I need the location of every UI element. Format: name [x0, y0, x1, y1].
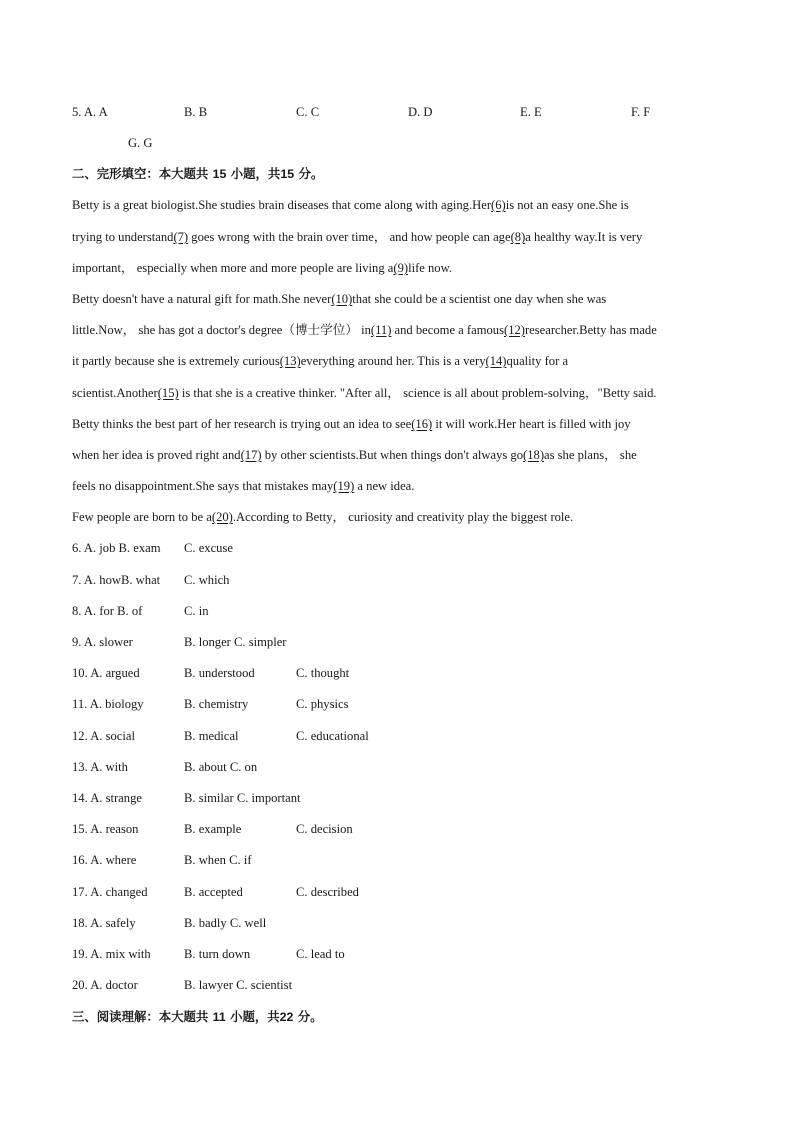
blank-13: (13)	[279, 354, 301, 368]
question-option-b: B. about C. on	[184, 760, 258, 774]
question-option-a: 20. A. doctor	[72, 978, 138, 992]
q5-option-b: B. B	[184, 105, 208, 119]
question-option-a: 16. A. where	[72, 853, 137, 867]
passage-text: life now.	[408, 261, 453, 275]
q5-option-c: C. C	[296, 105, 320, 119]
passage-line	[72, 197, 629, 213]
heading-text-end: 分。	[297, 1009, 323, 1024]
passage-line	[72, 260, 452, 276]
passage-text: everything around her. This is a very	[300, 354, 486, 368]
question-option-a: 11. A. biology	[72, 697, 144, 711]
passage-line	[72, 353, 568, 369]
question-option-a: 8. A. for B. of	[72, 604, 143, 618]
passage-text: Few people are born to be a	[72, 510, 212, 524]
question-option-c: C. described	[296, 885, 359, 899]
heading-text: 二、完形填空：本大题共	[72, 166, 209, 181]
heading-text: 三、阅读理解：本大题共	[72, 1009, 209, 1024]
question-option-a: 15. A. reason	[72, 822, 139, 836]
blank-20: (20)	[211, 510, 233, 524]
blank-11: (11)	[370, 323, 392, 337]
q5-option-f: F. F	[631, 105, 651, 119]
question-option-a: 10. A. argued	[72, 666, 140, 680]
heading-count: 11	[212, 1010, 226, 1024]
q5-option-g: G. G	[128, 136, 153, 150]
heading-text-end: 分。	[298, 166, 324, 181]
question-option-c: C. which	[184, 573, 230, 587]
passage-text: is that she is a creative thinker. "After all， science is all about problem-solving，"Betty said.	[178, 386, 657, 400]
blank-8: (8)	[510, 230, 526, 244]
heading-text-mid: 小题，共	[230, 166, 281, 181]
question-option-a: 6. A. job B. exam	[72, 541, 161, 555]
passage-line	[72, 447, 637, 463]
passage-text: little.Now， she has got a doctor's degree（博士学位） in	[72, 323, 371, 337]
passage-text: it partly because she is extremely curious	[72, 354, 280, 368]
blank-14: (14)	[485, 354, 507, 368]
blank-9: (9)	[393, 261, 409, 275]
question-option-b: B. medical	[184, 729, 239, 743]
passage-text: goes wrong with the brain over time， and how people can age	[188, 230, 511, 244]
q5-option-e: E. E	[520, 105, 542, 119]
passage-text: and become a famous	[391, 323, 504, 337]
question-option-b: B. turn down	[184, 947, 251, 961]
q5-option-d: D. D	[408, 105, 433, 119]
q5-option-a: 5. A. A	[72, 105, 108, 119]
question-option-c: C. physics	[296, 697, 349, 711]
question-option-c: C. in	[184, 604, 209, 618]
question-option-a: 14. A. strange	[72, 791, 142, 805]
passage-line	[72, 291, 606, 307]
passage-text: when her idea is proved right and	[72, 448, 241, 462]
passage-line	[72, 509, 573, 525]
blank-10: (10)	[331, 292, 353, 306]
question-option-b: B. example	[184, 822, 242, 836]
passage-text: as she plans， she	[544, 448, 637, 462]
blank-18: (18)	[523, 448, 545, 462]
heading-count: 15	[212, 167, 227, 181]
question-option-a: 12. A. social	[72, 729, 135, 743]
question-option-c: C. thought	[296, 666, 350, 680]
blank-7: (7)	[173, 230, 189, 244]
heading-text-mid: 小题，共	[230, 1009, 280, 1024]
blank-19: (19)	[333, 479, 355, 493]
passage-text: trying to understand	[72, 230, 174, 244]
passage-text: a new idea.	[354, 479, 415, 493]
passage-text: is not an easy one.She is	[505, 198, 629, 212]
question-option-b: B. longer C. simpler	[184, 635, 287, 649]
blank-17: (17)	[240, 448, 262, 462]
question-option-b: B. lawyer C. scientist	[184, 978, 293, 992]
passage-line	[72, 385, 657, 401]
passage-line	[72, 478, 414, 494]
question-option-b: B. when C. if	[184, 853, 252, 867]
question-option-b: B. understood	[184, 666, 255, 680]
blank-15: (15)	[157, 386, 179, 400]
passage-text: feels no disappointment.She says that mistakes may	[72, 479, 334, 493]
question-option-c: C. decision	[296, 822, 353, 836]
question-option-b: B. similar C. important	[184, 791, 301, 805]
question-option-c: C. educational	[296, 729, 369, 743]
section-heading-cloze	[72, 166, 323, 182]
passage-text: that she could be a scientist one day when she was	[352, 292, 607, 306]
passage-text: a healthy way.It is very	[525, 230, 643, 244]
question-option-b: B. badly C. well	[184, 916, 267, 930]
passage-text: important， especially when more and more people are living a	[72, 261, 394, 275]
passage-text: it will work.Her heart is filled with joy	[432, 417, 631, 431]
question-option-c: C. lead to	[296, 947, 345, 961]
heading-score: 15	[280, 167, 295, 181]
passage-line	[72, 229, 642, 245]
passage-text: Betty thinks the best part of her research is trying out an idea to see	[72, 417, 412, 431]
passage-line	[72, 322, 657, 338]
passage-text: Betty doesn't have a natural gift for math.She never	[72, 292, 332, 306]
question-option-a: 7. A. howB. what	[72, 573, 161, 587]
passage-line	[72, 416, 631, 432]
question-option-a: 19. A. mix with	[72, 947, 151, 961]
question-option-b: B. accepted	[184, 885, 243, 899]
question-option-a: 13. A. with	[72, 760, 128, 774]
blank-6: (6)	[491, 198, 506, 212]
question-option-a: 9. A. slower	[72, 635, 133, 649]
passage-text: Betty is a great biologist.She studies brain diseases that come along with aging.Her	[72, 198, 492, 212]
passage-text: quality for a	[506, 354, 569, 368]
question-option-b: B. chemistry	[184, 697, 249, 711]
section-heading-reading	[72, 1009, 323, 1025]
heading-score: 22	[279, 1010, 294, 1024]
passage-text: by other scientists.But when things don't always go	[261, 448, 524, 462]
question-option-a: 18. A. safely	[72, 916, 136, 930]
question-option-c: C. excuse	[184, 541, 233, 555]
passage-text: scientist.Another	[72, 386, 158, 400]
blank-12: (12)	[504, 323, 525, 337]
question-option-a: 17. A. changed	[72, 885, 148, 899]
passage-text: .According to Betty， curiosity and creativity play the biggest role.	[232, 510, 574, 524]
passage-text: researcher.Betty has made	[524, 323, 657, 337]
blank-16: (16)	[411, 417, 433, 431]
